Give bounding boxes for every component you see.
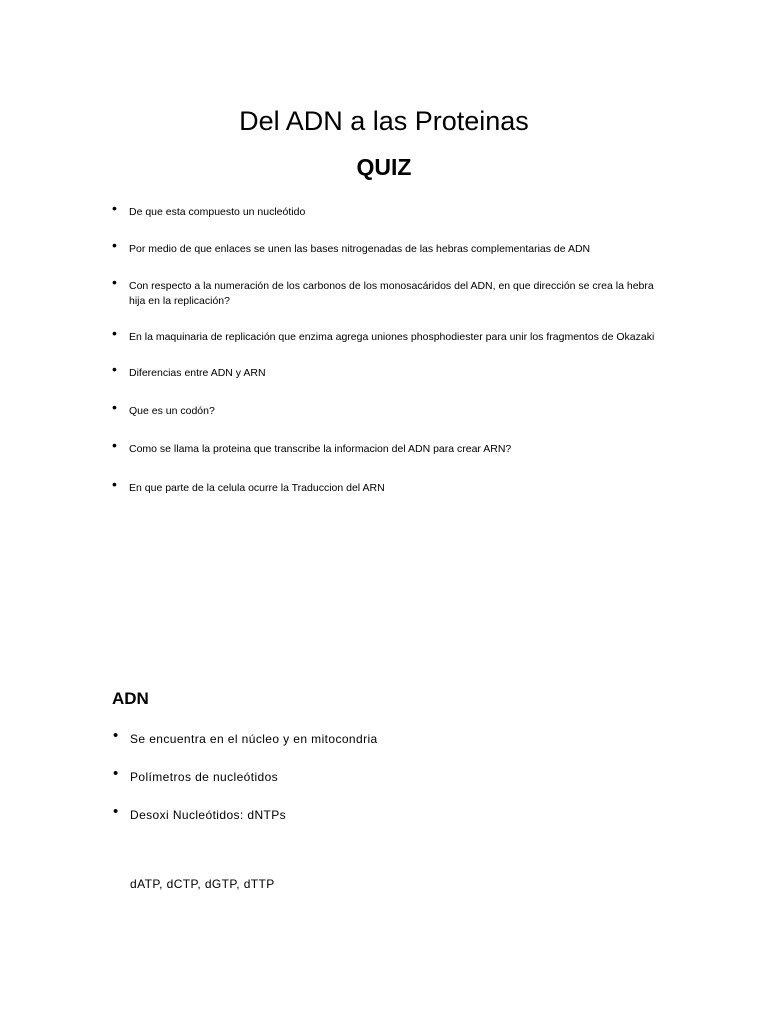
bullet-icon: •	[112, 399, 117, 415]
list-item	[112, 325, 657, 345]
bullet-icon: •	[113, 727, 119, 744]
list-item	[112, 476, 657, 496]
list-item	[113, 727, 658, 748]
quiz-question-list	[112, 200, 657, 496]
page-subtitle: QUIZ	[356, 154, 412, 180]
list-item	[112, 361, 657, 381]
page-title: Del ADN a las Proteinas	[239, 106, 529, 136]
nucleotide-list-note: dATP, dCTP, dGTP, dTTP	[130, 877, 275, 891]
bullet-icon: •	[112, 274, 117, 290]
list-item	[112, 274, 657, 309]
quiz-question-text: Por medio de que enlaces se unen las bases nitrogenadas de las hebras complementarias de ADN	[129, 243, 591, 255]
adn-fact-text: Polímetros de nucleótidos	[130, 770, 279, 784]
bullet-icon: •	[113, 765, 119, 782]
quiz-question-text: En que parte de la celula ocurre la Traduccion del ARN	[129, 482, 385, 494]
list-item	[112, 200, 657, 220]
bullet-icon: •	[113, 803, 119, 820]
bullet-icon: •	[112, 361, 117, 377]
quiz-question-text: En la maquinaria de replicación que enzima agrega uniones phosphodiester para unir los fragmentos de Okazaki	[129, 331, 655, 343]
list-item	[112, 437, 657, 457]
list-item	[112, 237, 657, 257]
adn-fact-text: Desoxi Nucleótidos: dNTPs	[130, 808, 287, 822]
quiz-question-text: Como se llama la proteina que transcribe la informacion del ADN para crear ARN?	[129, 443, 512, 455]
list-item	[112, 399, 657, 419]
section-heading-adn: ADN	[112, 689, 149, 708]
adn-fact-list	[113, 728, 658, 824]
bullet-icon: •	[112, 325, 117, 341]
list-item	[113, 803, 658, 824]
bullet-icon: •	[112, 476, 117, 492]
quiz-question-text: Con respecto a la numeración de los carbonos de los monosacáridos del ADN, en que dirección se crea la hebra hija en la replicación?	[129, 280, 654, 307]
bullet-icon: •	[112, 200, 117, 216]
bullet-icon: •	[112, 237, 117, 253]
quiz-question-text: De que esta compuesto un nucleótido	[129, 206, 306, 218]
quiz-question-text: Que es un codón?	[129, 405, 215, 417]
adn-fact-text: Se encuentra en el núcleo y en mitocondria	[130, 732, 378, 746]
quiz-question-text: Diferencias entre ADN y ARN	[129, 367, 266, 379]
list-item	[113, 765, 658, 786]
bullet-icon: •	[112, 437, 117, 453]
